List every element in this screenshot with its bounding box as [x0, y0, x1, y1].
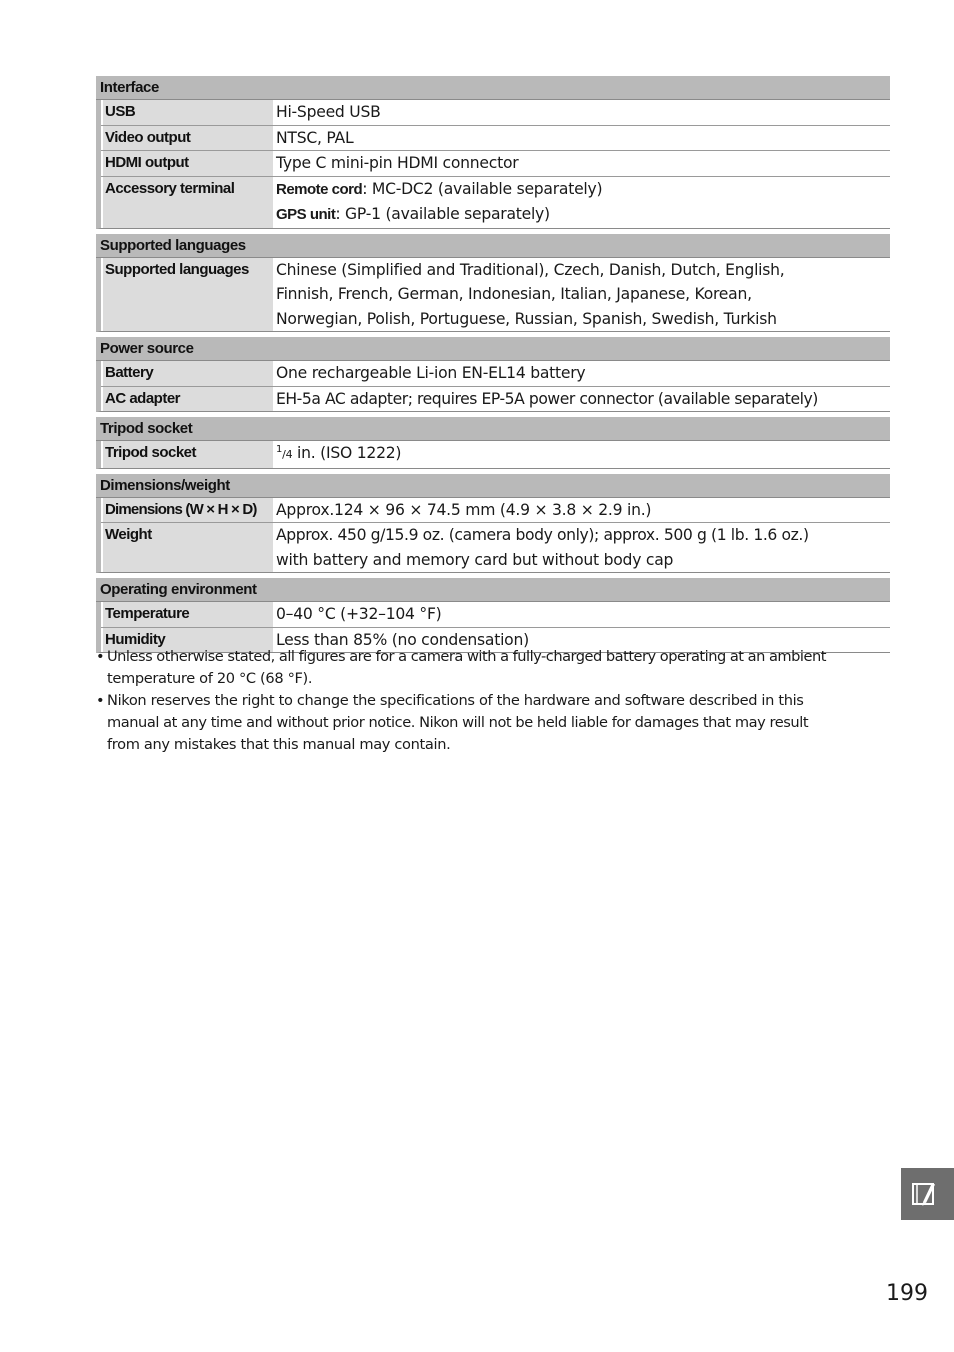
- fraction-denominator: /4: [282, 448, 293, 461]
- spec-row-battery: [101, 361, 890, 387]
- spec-value: 0–40 °C (+32–104 °F): [276, 605, 442, 623]
- section-interface: [96, 76, 890, 229]
- spec-value: One rechargeable Li-ion EN-EL14 battery: [276, 364, 586, 382]
- spec-table: [96, 76, 890, 658]
- spec-line: Chinese (Simplified and Traditional), Czech, Danish, Dutch, English,: [276, 260, 785, 279]
- spec-value: Approx.124 × 96 × 74.5 mm (4.9 × 3.8 × 2.9 in.): [276, 500, 652, 519]
- spec-row-tripod-socket: [101, 441, 890, 468]
- spec-value: NTSC, PAL: [276, 128, 354, 147]
- spec-row-ac-adapter: [101, 387, 890, 412]
- spec-line: with battery and memory card but without body cap: [276, 550, 674, 569]
- spec-label: Temperature: [101, 602, 273, 627]
- section-operating-environment: [96, 578, 890, 653]
- spec-row-dimensions: [101, 498, 890, 524]
- section-title: Interface: [96, 76, 890, 100]
- spec-label: Weight: [101, 523, 273, 572]
- spec-value: EH-5a AC adapter; requires EP-5A power connector (available separately): [276, 389, 818, 408]
- tripod-value: in. (ISO 1222): [292, 444, 402, 462]
- spec-line: Approx. 450 g/15.9 oz. (camera body only); approx. 500 g (1 lb. 1.6 oz.): [276, 526, 809, 544]
- gps-unit-value: : GP-1 (available separately): [335, 205, 550, 223]
- bullet: •: [96, 648, 105, 665]
- spec-line: [276, 202, 890, 228]
- page-number: 199: [886, 1281, 928, 1306]
- footnote-line: manual at any time and without prior notice. Nikon will not be held liable for damages that may result: [107, 714, 809, 731]
- gps-unit-key: GPS unit: [276, 206, 336, 223]
- spec-row-supported-languages: [101, 258, 890, 332]
- footnote: [96, 690, 896, 756]
- bullet: •: [96, 692, 105, 709]
- spec-line: Finnish, French, German, Indonesian, Italian, Japanese, Korean,: [276, 285, 752, 303]
- spec-label: Dimensions (W × H × D): [101, 498, 273, 523]
- spec-row-weight: [101, 523, 890, 572]
- section-title: Dimensions/weight: [96, 474, 890, 498]
- footnote: [96, 646, 896, 690]
- spec-label: AC adapter: [101, 387, 273, 412]
- footnote-line: Unless otherwise stated, all figures are for a camera with a fully-charged battery operating at an ambient: [107, 648, 826, 665]
- spec-line: Norwegian, Polish, Portuguese, Russian, Spanish, Swedish, Turkish: [276, 309, 777, 328]
- section-title: Operating environment: [96, 578, 890, 602]
- section-title: Tripod socket: [96, 417, 890, 441]
- spec-value: [273, 258, 890, 332]
- spec-row-video-output: [101, 126, 890, 152]
- spec-value: [273, 177, 890, 228]
- spec-value: Hi-Speed USB: [276, 103, 381, 121]
- section-dimensions-weight: [96, 474, 890, 574]
- spec-label: HDMI output: [101, 151, 273, 176]
- notebook-pencil-icon: [901, 1168, 954, 1220]
- spec-label: Accessory terminal: [101, 177, 273, 228]
- spec-label: Battery: [101, 361, 273, 386]
- spec-line: [276, 177, 890, 203]
- footnote-line: from any mistakes that this manual may contain.: [107, 736, 451, 753]
- remote-cord-value: : MC-DC2 (available separately): [362, 179, 603, 198]
- spec-label: USB: [101, 100, 273, 125]
- spec-label: Video output: [101, 126, 273, 151]
- section-title: Supported languages: [96, 234, 890, 258]
- spec-row-usb: [101, 100, 890, 126]
- spec-value: [273, 441, 890, 468]
- footnote-line: Nikon reserves the right to change the specifications of the hardware and software described in this: [107, 692, 804, 709]
- section-supported-languages: [96, 234, 890, 333]
- notebook-pencil-icon-graphic: [910, 1180, 938, 1208]
- spec-row-accessory-terminal: [101, 177, 890, 228]
- spec-row-hdmi-output: [101, 151, 890, 177]
- spec-label: Supported languages: [101, 258, 273, 332]
- fraction-numerator: 1: [276, 444, 283, 455]
- spec-label: Tripod socket: [101, 441, 273, 468]
- spec-row-temperature: [101, 602, 890, 628]
- footnote-line: temperature of 20 °C (68 °F).: [107, 670, 313, 687]
- section-tripod-socket: [96, 417, 890, 469]
- remote-cord-key: Remote cord: [276, 180, 363, 198]
- section-power-source: [96, 337, 890, 412]
- footnotes: [96, 646, 896, 756]
- spec-value: Less than 85% (no condensation): [276, 630, 529, 649]
- spec-value: [273, 523, 890, 572]
- spec-value: Type C mini-pin HDMI connector: [276, 154, 519, 172]
- spec-label: Humidity: [101, 628, 273, 653]
- section-title: Power source: [96, 337, 890, 361]
